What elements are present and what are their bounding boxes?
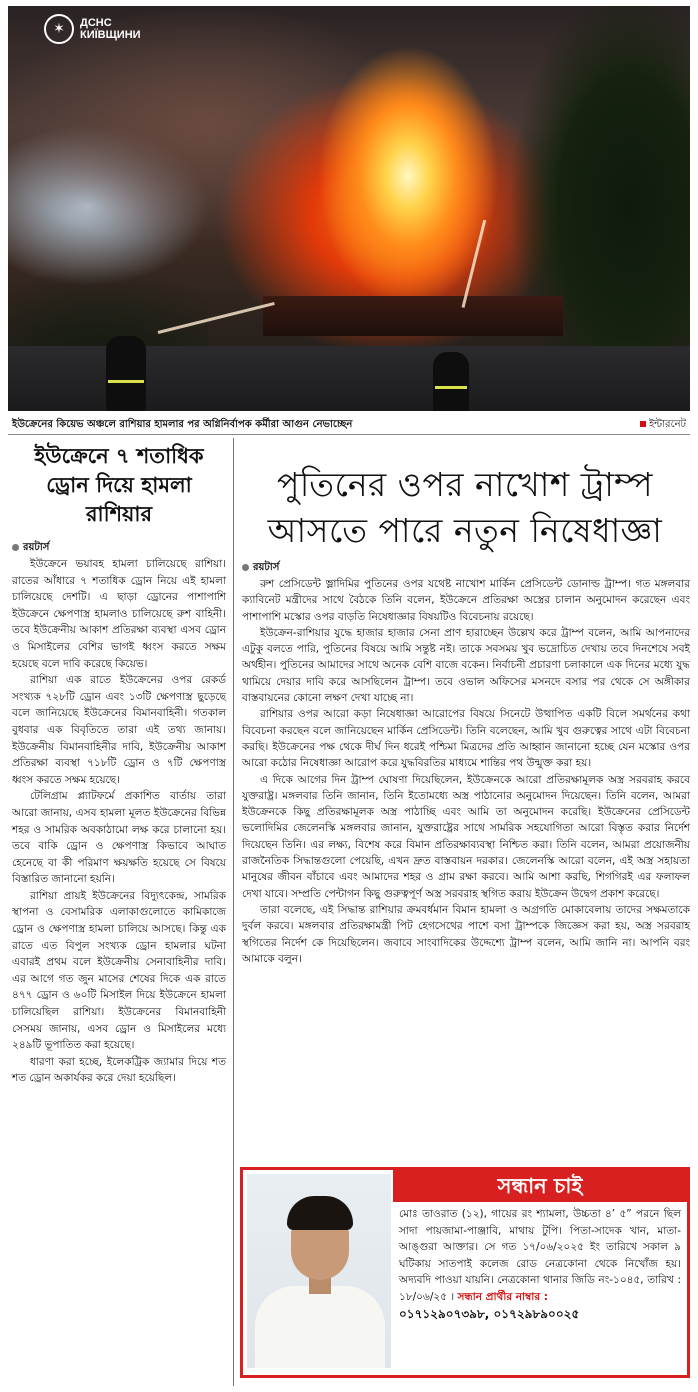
logo-line-2: КИЇВЩИНИ xyxy=(80,29,141,41)
paragraph: ধারণা করা হচ্ছে, ইলেকট্রিক জ্যামার দিয়ে শত শত ড্রোন অকার্যকর করে দেয়া হয়েছিল। xyxy=(12,1055,226,1085)
paragraph: রাশিয়া এক রাতে ইউক্রেনের ওপর রেকর্ড সংখ্যক ৭২৮টি ড্রোন এবং ১৩টি ক্ষেপণাস্ত্র ছুড়েছে বলে জানিয়েছে ইউক্রেনের বিমানবাহিনী। গতকাল বুধবার এক বিবৃতিতে তারা এই তথ্য জানায়। ইউক্রেনীয় বিমানবাহিনীর দাবি, ইউক্রেনীয় আকাশ প্রতিরক্ষা ব্যবস্থা ৭১৮টি ড্রোন ও ৭টি ক্ষেপণাস্ত্র ধ্বংস করতে সক্ষম হয়েছে। xyxy=(12,674,226,786)
logo-line-1: ДСНС xyxy=(80,17,112,29)
main-byline: রয়টার্স xyxy=(242,560,279,577)
ad-contact-label: সন্ধান প্রার্থীর নাম্বার : xyxy=(457,1290,548,1303)
photo-source-logo xyxy=(44,14,141,44)
news-photo-fire xyxy=(8,6,690,411)
paragraph: রুশ প্রেসিডেন্ট ভ্লাদিমির পুতিনের ওপর যথেষ্ট নাখোশ মার্কিন প্রেসিডেন্ট ডোনাল্ড ট্রাম্প। গত মঙ্গলবার ক্যাবিনেট মন্ত্রীদের সাথে বৈঠকে তিনি বলেন, ইউক্রেনে প্রতিরক্ষা অস্ত্রের চালান অনুমোদন করেছেন এবং পাশাপাশি মস্কোর ওপর বাড়তি নিষেধাজ্ঞার বিষয়টিও বিবেচনায় রয়েছে। xyxy=(242,578,690,623)
firefighter-figure xyxy=(433,352,469,411)
firefighter-figure xyxy=(106,336,146,411)
paragraph: রাশিয়া প্রায়ই ইউক্রেনের বিদ্যুৎকেন্দ্র, সামরিক স্থাপনা ও বেসামরিক এলাকাগুলোতে কামিকাজে ড্রোন ও ক্ষেপণাস্ত্র হামলা চালিয়ে আসছে। কিন্তু এক রাতে এত বিপুল সংখ্যক ড্রোন হামলার ঘটনা এবারই প্রথম বলে ইউক্রেনীয় সেনাবাহিনীর দাবি। এর আগে গত জুন মাসের শেষের দিকে এক রাতে ৪৭৭ ড্রোন ও ৬০টি মিসাইল দিয়ে ইউক্রেনে হামলা চালিয়েছিল রাশিয়া। ইউক্রেনের বিমানবাহিনী সেসময় জানায়, এসব ড্রোন ও মিসাইলের মধ্যে ২৪৯টি ভূপাতিত করা হয়েছে। xyxy=(12,889,226,1052)
missing-person-ad xyxy=(240,1167,690,1378)
column-divider xyxy=(233,438,234,1386)
left-byline: রয়টার্স xyxy=(12,540,49,557)
main-headline: পুতিনের ওপর নাখোশ ট্রাম্প আসতে পারে নতুন নিষেধাজ্ঞা xyxy=(267,465,663,550)
left-article-body xyxy=(12,556,226,1087)
paragraph: ইউক্রেনে ভয়াবহ হামলা চালিয়েছে রাশিয়া। রাতের আঁধারে ৭ শতাধিক ড্রোন নিয়ে এই হামলা চালিয়েছে দেশটি। এ ছাড়া ড্রোনের পাশাপাশি ইউক্রেনে ক্ষেপণাস্ত্র হামলাও চালিয়েছে রুশ বাহিনী। তবে ইউক্রেনীয় আকাশ প্রতিরক্ষা ব্যবস্থা এসব ড্রোন ও মিসাইলের বেশির ভাগই ধ্বংস করতে সক্ষম হয়েছে বলে দাবি করেছে কিয়েভ। xyxy=(12,558,226,670)
bullet-icon xyxy=(12,544,19,551)
paragraph: ইউক্রেন-রাশিয়ার যুদ্ধে হাজার হাজার সেনা প্রাণ হারাচ্ছেন উল্লেখ করে ট্রাম্প বলেন, আমি আপনাদের এটুকু বলতে পারি, পুতিনের বিষয়ে আমি সন্তুষ্ট নই। তাকে সবসময় খুব ভদ্রোচিত দেখায় তবে দিনশেষে সবই অর্থহীন। পুতিনের আমাদের সাথে অনেক বেশি বাজে বকেন। নির্বাচনী প্রচারণা চলাকালে এক দিনের মধ্যে যুদ্ধ থামিয়ে দেয়ার দাবি করে আসছিলেন ট্রাম্প। তবে ওভাল অফিসের মসনদে বসার পর থেকে সে অঙ্গীকার বাস্তবায়নের কোনো লক্ষণ দেখা যাচ্ছে না। xyxy=(242,626,690,705)
paragraph: এ দিকে আগের দিন ট্রাম্প ঘোষণা দিয়েছিলেন, ইউক্রেনকে আরো প্রতিরক্ষামূলক অস্ত্র সরবরাহ করবে যুক্তরাষ্ট্র। মঙ্গলবার তিনি জানান, তিনি ইতোমধ্যে অস্ত্র পাঠানোর অনুমোদন দিয়েছেন। তিনি বলেন, আমরা ইউক্রেনকে কিছু প্রতিরক্ষামূলক অস্ত্র পাঠাচ্ছি এবং আমি তা অনুমোদন করেছি। ইউক্রেনের প্রেসিডেন্ট ভলোদিমির জেলেনস্কি মঙ্গলবার জানান, যুক্তরাষ্ট্রের সাথে সামরিক সহযোগিতা আরো বিস্তৃত করার নির্দেশ দিয়েছেন তিনি। এর লক্ষ্য, বিশেষ করে বিমান প্রতিরক্ষাব্যবস্থা নিশ্চিত করা। তিনি বলেন, আমরা প্রয়োজনীয় রাজনৈতিক সিদ্ধান্তগুলো পেয়েছি, এখন দ্রুত বাস্তবায়ন দরকার। জেলেনস্কি আরো বলেন, এই অস্ত্র সহায়তা মানুষের জীবন বাঁচাবে এবং আমাদের শহর ও গ্রাম রক্ষা করবে। আমি আশা করছি, শিগগিরই এর ফলাফল দেখা যাবে। সম্প্রতি পেন্টাগন কিছু গুরুত্বপূর্ণ অস্ত্র সরবরাহ স্থগিত করায় ইউক্রেন উদ্বেগ প্রকাশ করেছে। xyxy=(242,773,690,900)
paragraph: টেলিগ্রাম প্ল্যাটফর্মে প্রকাশিত বার্তায় তারা আরো জানায়, এসব হামলা মূলত ইউক্রেনের বিভিন্ন শহর ও সামরিক অবকাঠামো লক্ষ করে চালানো হয়। তবে বাকি ড্রোন ও ক্ষেপণাস্ত্র কিভাবে আঘাত হেনেছে বা কী পরিমাণ ক্ষয়ক্ষতি হয়েছে সে বিষয়ে বিস্তারিত জানানো হয়নি। xyxy=(12,790,226,886)
ad-title: সন্ধান চাই xyxy=(393,1170,687,1202)
emblem-icon: ✶ xyxy=(44,14,74,44)
paragraph: রাশিয়ার ওপর আরো কড়া নিষেধাজ্ঞা আরোপের বিষয়ে সিনেটে উত্থাপিত একটি বিলে সমর্থনের কথা বিবেচনা করছেন বলে জানিয়েছেন মার্কিন প্রেসিডেন্ট। তিনি বলেছেন, আমি খুব গুরুত্বের সাথে এটা বিবেচনা করছি। ইউক্রেনের পক্ষ থেকে দীর্ঘ দিন ধরেই পশ্চিমা মিত্রদের প্রতি আহ্বান জানানো হচ্ছে যেন মস্কোর ওপর আরো কঠোর নিষেধাজ্ঞা আরোপ করে যুদ্ধবিরতির মাধ্যমে শান্তির পথ উন্মুক্ত করা হয়। xyxy=(242,708,690,770)
photo-caption: ইউক্রেনের কিয়েভ অঞ্চলে রাশিয়ার হামলার পর অগ্নিনির্বাপক কর্মীরা আগুন নেভাচ্ছেন xyxy=(12,419,353,430)
bullet-icon xyxy=(242,564,249,571)
photo-credit: ইন্টারনেট xyxy=(640,417,686,434)
ad-phone-numbers: ০১৭১২৯০৭৩৯৮, ০১৭২৯৮৯০০২৫ xyxy=(399,1306,580,1321)
ad-description: মোঃ তাওরাত (১২), গায়ের রং শ্যামলা, উচ্চতা ৪’ ৫” পরনে ছিল সাদা পায়জামা-পাঞ্জাবি, মাথায় টুপি। পিতা-সাদেক খান, মাতা- আঙ্গুরা আক্তার। সে গত ১৭/০৬/২০২৫ ইং তারিখে সকাল ৯ ঘটিকায় সাতপাই কলেজ রোড নেত্রকোনা থেকে নিখোঁজ হয়। অদ্যবদি পাওয়া যায়নি। নেত্রকোনা থানার জিডি নং-১০৪৫, তারিখ : ১৮/০৬/২৫ । xyxy=(399,1208,681,1303)
square-marker-icon xyxy=(640,421,646,427)
paragraph: তারা বলেছে, এই সিদ্ধান্ত রাশিয়ার ক্রমবর্ধমান বিমান হামলা ও অগ্রগতি মোকাবেলায় তাদের সক্ষমতাকে দুর্বল করবে। মঙ্গলবার প্রতিরক্ষামন্ত্রী পিট হেগসেথের পাশে বসা ট্রাম্পকে জিজ্ঞেস করা হয়, অস্ত্র সরবরাহ স্থগিতের নির্দেশ কে দিয়েছিলেন। জবাবে সাংবাদিকের উদ্দেশ্যে ট্রাম্প বলেন, আমি জানি না। আপনি বরং আমাকে বলুন। xyxy=(242,903,690,965)
photo-caption-bar xyxy=(8,412,690,435)
left-headline: ইউক্রেনে ৭ শতাধিক ড্রোন দিয়ে হামলা রাশিয়ার xyxy=(34,444,204,526)
ad-body xyxy=(399,1206,681,1322)
missing-person-photo xyxy=(247,1174,391,1368)
main-article-body xyxy=(242,576,690,967)
